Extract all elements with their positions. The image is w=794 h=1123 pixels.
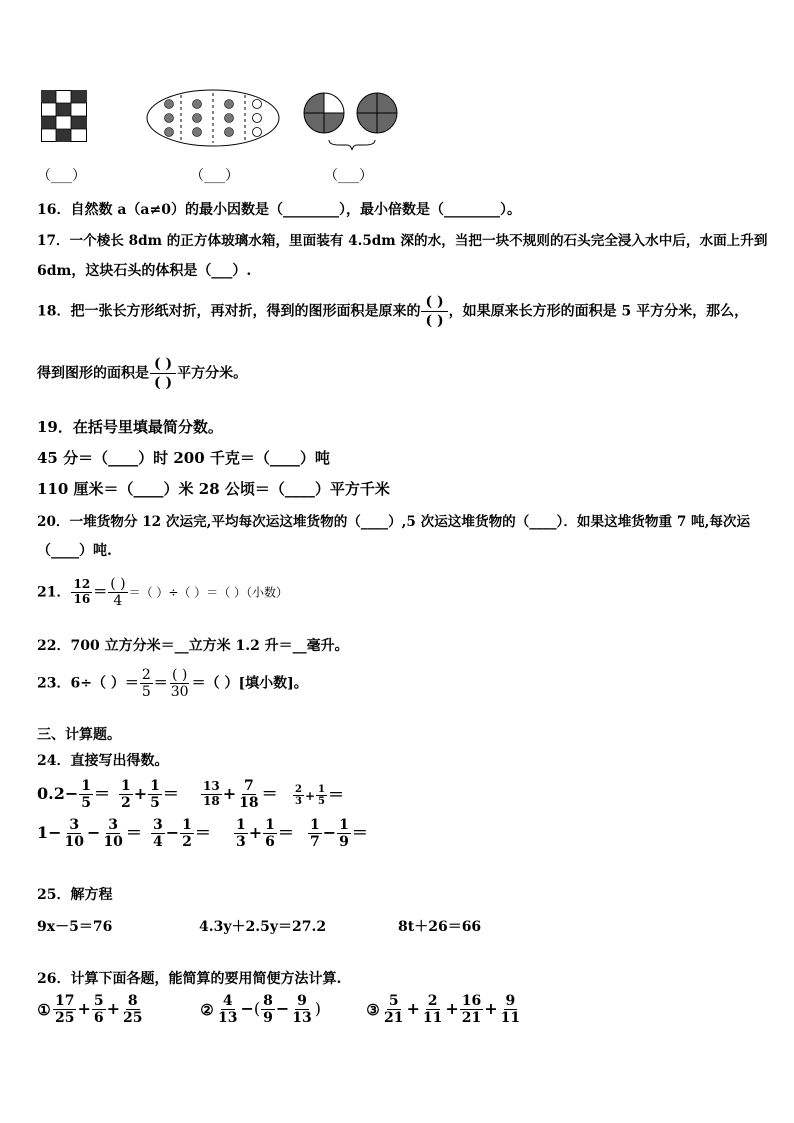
question-24-title: 24．直接写出得数。: [37, 753, 169, 769]
q24-r1-a-frac: [79, 778, 93, 811]
frac-den: 11: [422, 1010, 443, 1027]
eq: ＝: [194, 823, 211, 843]
frac-num: 1: [121, 778, 131, 794]
frac-num: 3: [153, 817, 163, 833]
q21-blank-num: ( ): [110, 576, 126, 592]
q24-r2-d[interactable]: [307, 817, 368, 850]
frac-den: 3: [295, 796, 302, 807]
question-23: 23．6÷（ ）＝ $\frac{2}{5}$ ＝ $\frac{( )}{30}$ ＝（ ）[填小数]。: [37, 667, 308, 701]
frac: [148, 778, 162, 811]
frac: [261, 993, 275, 1026]
q18-text-b: ，如果原来长方形的面积是 5 平方分米，那么，: [448, 303, 749, 320]
q18-frac1-num: ( ): [421, 293, 447, 312]
frac-den: 10: [103, 834, 123, 851]
frac-num: 4: [222, 993, 233, 1009]
q23-num: 2: [141, 667, 151, 683]
frac: [101, 817, 124, 850]
question-25-title: 25．解方程: [37, 887, 113, 903]
plus: +: [406, 999, 420, 1019]
q24-r1-a[interactable]: [37, 778, 110, 811]
eq: ＝: [351, 823, 368, 843]
frac: [234, 817, 248, 850]
q25-equation-3[interactable]: 8t＋26＝66: [398, 919, 482, 935]
frac-den: 6: [93, 1010, 104, 1027]
frac-num: 8: [263, 993, 273, 1009]
q24-r2-a[interactable]: [37, 817, 142, 850]
minus: −: [275, 999, 290, 1019]
q26-problem-3[interactable]: [366, 993, 523, 1026]
question-19-row1: 45 分＝（____）时 200 千克＝（____）吨: [37, 449, 330, 467]
frac-den: 3: [236, 834, 246, 851]
minus: −: [165, 823, 180, 843]
frac-num: 7: [243, 778, 254, 794]
eq: ＝: [125, 823, 142, 843]
frac-den: 18: [239, 795, 259, 812]
figure-grid: [41, 90, 87, 142]
q23-text-a: 23．6÷（ ）＝: [37, 675, 139, 692]
frac-num: 1: [310, 817, 320, 833]
frac-num: 3: [69, 817, 80, 833]
frac-den: 18: [203, 794, 220, 809]
figure-blank-3[interactable]: （___）: [324, 168, 373, 184]
q18-text-d: 平方分米。: [177, 365, 248, 382]
question-17-line2: 6dm，这块石头的体积是（___）.: [37, 263, 252, 279]
q18-text-a: 18．把一张长方形纸对折，再对折，得到的图形面积是原来的: [37, 303, 421, 320]
frac-num: 5: [388, 993, 399, 1009]
q26-problem-1[interactable]: [37, 993, 146, 1026]
quarter-circles-icon: [303, 92, 399, 152]
frac-num: 1: [265, 817, 275, 833]
figure-oval: [146, 89, 281, 147]
q21-den: 16: [73, 592, 91, 607]
frac: [293, 784, 304, 808]
q21-label: 21．: [37, 584, 71, 601]
minus: −: [240, 999, 254, 1019]
frac: [460, 993, 483, 1026]
frac-den: 6: [265, 834, 275, 851]
frac-den: 13: [292, 1010, 312, 1027]
dots-oval-icon: [146, 89, 281, 147]
frac: [290, 993, 313, 1026]
frac: [151, 817, 165, 850]
frac-den: 5: [318, 796, 325, 807]
plus: +: [445, 999, 459, 1019]
q25-equation-1[interactable]: 9x－5＝76: [37, 919, 113, 935]
frac-num: 1: [236, 817, 246, 833]
question-21: 21． $\frac{12}{16}$ ＝ $\frac{( )}{4}$ ＝（ ）÷（ ）＝（ ）（小数）: [37, 576, 289, 610]
frac-den: 5: [150, 795, 160, 812]
section-3-heading: 三、计算题。: [37, 727, 121, 743]
frac-num: 1: [81, 778, 91, 794]
frac-num: 8: [127, 993, 138, 1009]
eq: ＝: [162, 784, 179, 804]
q21-num: 12: [73, 577, 91, 592]
frac-den: 9: [263, 1010, 273, 1027]
circled-number-2: ②: [200, 1000, 214, 1019]
frac-num: 9: [505, 993, 516, 1009]
frac-den: 11: [500, 1010, 521, 1027]
frac-den: 25: [123, 1010, 143, 1027]
question-16: 16．自然数 a（a≠0）的最小因数是（________），最小倍数是（________）。: [37, 202, 521, 218]
frac-num: 5: [93, 993, 104, 1009]
q23-text-b: ＝（ ）[填小数]。: [191, 675, 308, 692]
frac-den: 2: [121, 795, 131, 812]
frac: [237, 778, 260, 811]
minus: −: [322, 823, 337, 843]
frac-den: 9: [339, 834, 349, 851]
question-19-row2: 110 厘米＝（____）米 28 公顷＝（____）平方千米: [37, 480, 390, 498]
frac: [63, 817, 86, 850]
frac-num: 2: [427, 993, 438, 1009]
frac: [337, 817, 351, 850]
plus: +: [222, 784, 237, 804]
question-22: 22．700 立方分米＝__立方米 1.2 升＝__毫升。: [37, 638, 349, 654]
frac-den: 2: [182, 834, 192, 851]
figure-circles: [303, 92, 399, 152]
minus: −: [87, 823, 101, 843]
frac-den: 10: [64, 834, 85, 851]
frac: [308, 817, 322, 850]
frac-den: 25: [55, 1010, 75, 1027]
eq: ＝: [328, 785, 345, 804]
q21-blank-den: 4: [113, 593, 123, 610]
q23-blank-num: ( ): [171, 667, 188, 683]
q24-r2-c[interactable]: [233, 817, 294, 850]
frac: [499, 993, 522, 1026]
plus: +: [248, 823, 263, 843]
q24-r1-c[interactable]: [200, 778, 278, 811]
circled-number-1: ①: [37, 1000, 51, 1019]
frac-den: 7: [310, 834, 320, 851]
frac: [92, 993, 106, 1026]
circled-number-3: ③: [366, 1000, 380, 1019]
frac-den: 4: [153, 834, 163, 851]
frac-num: 13: [203, 779, 220, 794]
frac: [180, 817, 194, 850]
frac: [316, 784, 327, 808]
frac-num: 16: [461, 993, 482, 1009]
q24-r2-a-pre: 1−: [37, 823, 62, 843]
plus: +: [133, 784, 148, 804]
frac-num: 2: [295, 783, 302, 795]
plus: +: [484, 999, 498, 1019]
question-18-line1: [37, 293, 748, 330]
question-20-line1: 20．一堆货物分 12 次运完,平均每次运这堆货物的（____）,5 次运这堆货物的（____）．如果这堆货物重 7 吨,每次运: [37, 514, 751, 530]
q24-r1-a-eq: ＝: [94, 784, 111, 804]
figure-blank-2[interactable]: （___）: [190, 168, 239, 184]
q18-text-c: 得到图形的面积是: [37, 365, 149, 382]
frac-num: 1: [339, 817, 349, 833]
plus: +: [106, 999, 121, 1019]
q26-problem-2[interactable]: ② $\frac{4}{13}$ −( $\frac{8}{9}$ − $\frac{9}{13}$ ): [200, 993, 322, 1027]
frac-num: 1: [182, 817, 192, 833]
frac: [382, 993, 405, 1026]
question-20-line2: （____）吨.: [37, 543, 112, 559]
q21-rest: ＝（ ）÷（ ）＝（ ）（小数）: [128, 585, 289, 600]
q24-r1-d[interactable]: [292, 782, 344, 808]
checker-grid-icon: [41, 90, 87, 142]
q23-fraction-blank[interactable]: [169, 667, 191, 700]
plus: +: [304, 789, 316, 803]
question-26-title: 26．计算下面各题，能简算的要用简便方法计算.: [37, 971, 342, 987]
q18-frac1-den: ( ): [425, 313, 444, 330]
q23-fraction: [140, 667, 153, 700]
q18-fraction-blank-1[interactable]: [421, 293, 447, 330]
frac: [53, 993, 76, 1026]
question-17-line1: 17．一个棱长 8dm 的正方体玻璃水箱，里面装有 4.5dm 深的水，当把一块不规则的石头完全浸入水中后，水面上升到: [37, 233, 768, 249]
frac: [119, 778, 133, 811]
frac-num: 1: [318, 783, 325, 795]
frac-num: 3: [108, 817, 119, 833]
q24-r2-b[interactable]: [150, 817, 211, 850]
frac: [201, 780, 222, 809]
q25-equation-2[interactable]: 4.3y＋2.5y＝27.2: [199, 919, 327, 935]
q18-fraction-blank-2[interactable]: [150, 355, 176, 392]
question-18-line2: [37, 355, 247, 392]
q24-r1-a-pre: 0.2−: [37, 784, 79, 804]
q18-frac2-den: ( ): [154, 375, 173, 392]
q18-frac2-num: ( ): [150, 355, 176, 374]
plus: +: [77, 999, 91, 1019]
frac-den: 21: [384, 1010, 404, 1027]
q23-den: 5: [141, 684, 151, 701]
question-19-title: 19．在括号里填最简分数。: [37, 418, 223, 436]
frac-den: 13: [218, 1010, 238, 1027]
frac-den: 5: [81, 795, 91, 812]
q21-fraction: [71, 578, 92, 607]
frac: [121, 993, 144, 1026]
frac-num: 17: [55, 993, 75, 1009]
q21-fraction-blank[interactable]: [108, 576, 127, 609]
eq: ＝: [261, 784, 278, 804]
frac: [421, 993, 444, 1026]
frac-num: 9: [297, 993, 307, 1009]
frac-den: 21: [461, 1010, 482, 1027]
frac: [263, 817, 277, 850]
q24-r1-b[interactable]: [118, 778, 179, 811]
frac: [216, 993, 239, 1026]
frac-num: 1: [150, 778, 160, 794]
eq: ＝: [277, 823, 294, 843]
q23-blank-den: 30: [170, 684, 189, 701]
figure-blank-1[interactable]: （___）: [37, 168, 86, 184]
